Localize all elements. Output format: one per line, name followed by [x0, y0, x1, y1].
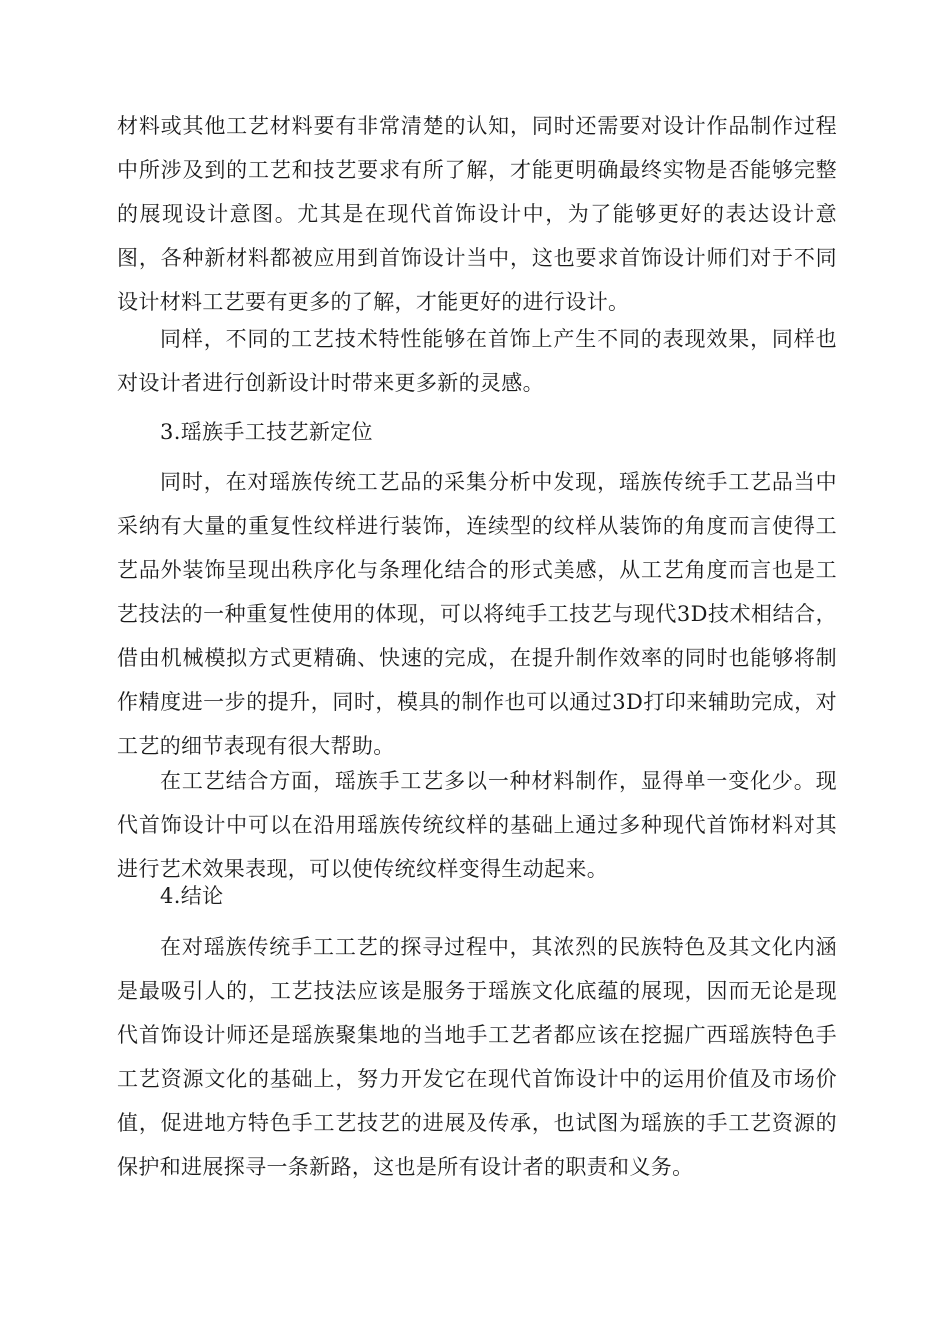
- section-heading-yao-craft-repositioning: 3.瑶族手工技艺新定位: [160, 420, 373, 444]
- paragraph-craft-effects: 同样，不同的工艺技术特性能够在首饰上产生不同的表现效果，同样也对设计者进行创新设计时带来更多新的灵感。: [117, 327, 837, 395]
- section-heading-conclusion: 4.结论: [160, 884, 224, 908]
- paragraph-yao-patterns-3d: 同时，在对瑶族传统工艺品的采集分析中发现，瑶族传统手工艺品当中采纳有大量的重复性纹样进行装饰，连续型的纹样从装饰的角度而言使得工艺品外装饰呈现出秩序化与条理化结合的形式美感，从工艺角度而言也是工艺技法的一种重复性使用的体现，可以将纯手工技艺与现代3D技术相结合，借由机械模拟方式更精确、快速的完成，在提升制作效率的同时也能够将制作精度进一步的提升，同时，模具的制作也可以通过3D打印来辅助完成，对工艺的细节表现有很大帮助。: [117, 470, 837, 758]
- paragraph-materials-continuation: 材料或其他工艺材料要有非常清楚的认知，同时还需要对设计作品制作过程中所涉及到的工艺和技艺要求有所了解，才能更明确最终实物是否能够完整的展现设计意图。尤其是在现代首饰设计中，为了能够更好的表达设计意图，各种新材料都被应用到首饰设计当中，这也要求首饰设计师们对于不同设计材料工艺要有更多的了解，才能更好的进行设计。: [117, 114, 837, 314]
- paragraph-craft-combination: 在工艺结合方面，瑶族手工艺多以一种材料制作，显得单一变化少。现代首饰设计中可以在沿用瑶族传统纹样的基础上通过多种现代首饰材料对其进行艺术效果表现，可以使传统纹样变得生动起来。: [117, 769, 837, 881]
- paragraph-conclusion: 在对瑶族传统手工工艺的探寻过程中，其浓烈的民族特色及其文化内涵是最吸引人的，工艺技法应该是服务于瑶族文化底蕴的展现，因而无论是现代首饰设计师还是瑶族聚集地的当地手工艺者都应该在挖掘广西瑶族特色手工艺资源文化的基础上，努力开发它在现代首饰设计中的运用价值及市场价值，促进地方特色手工艺技艺的进展及传承，也试图为瑶族的手工艺资源的保护和进展探寻一条新路，这也是所有设计者的职责和义务。: [117, 935, 837, 1179]
